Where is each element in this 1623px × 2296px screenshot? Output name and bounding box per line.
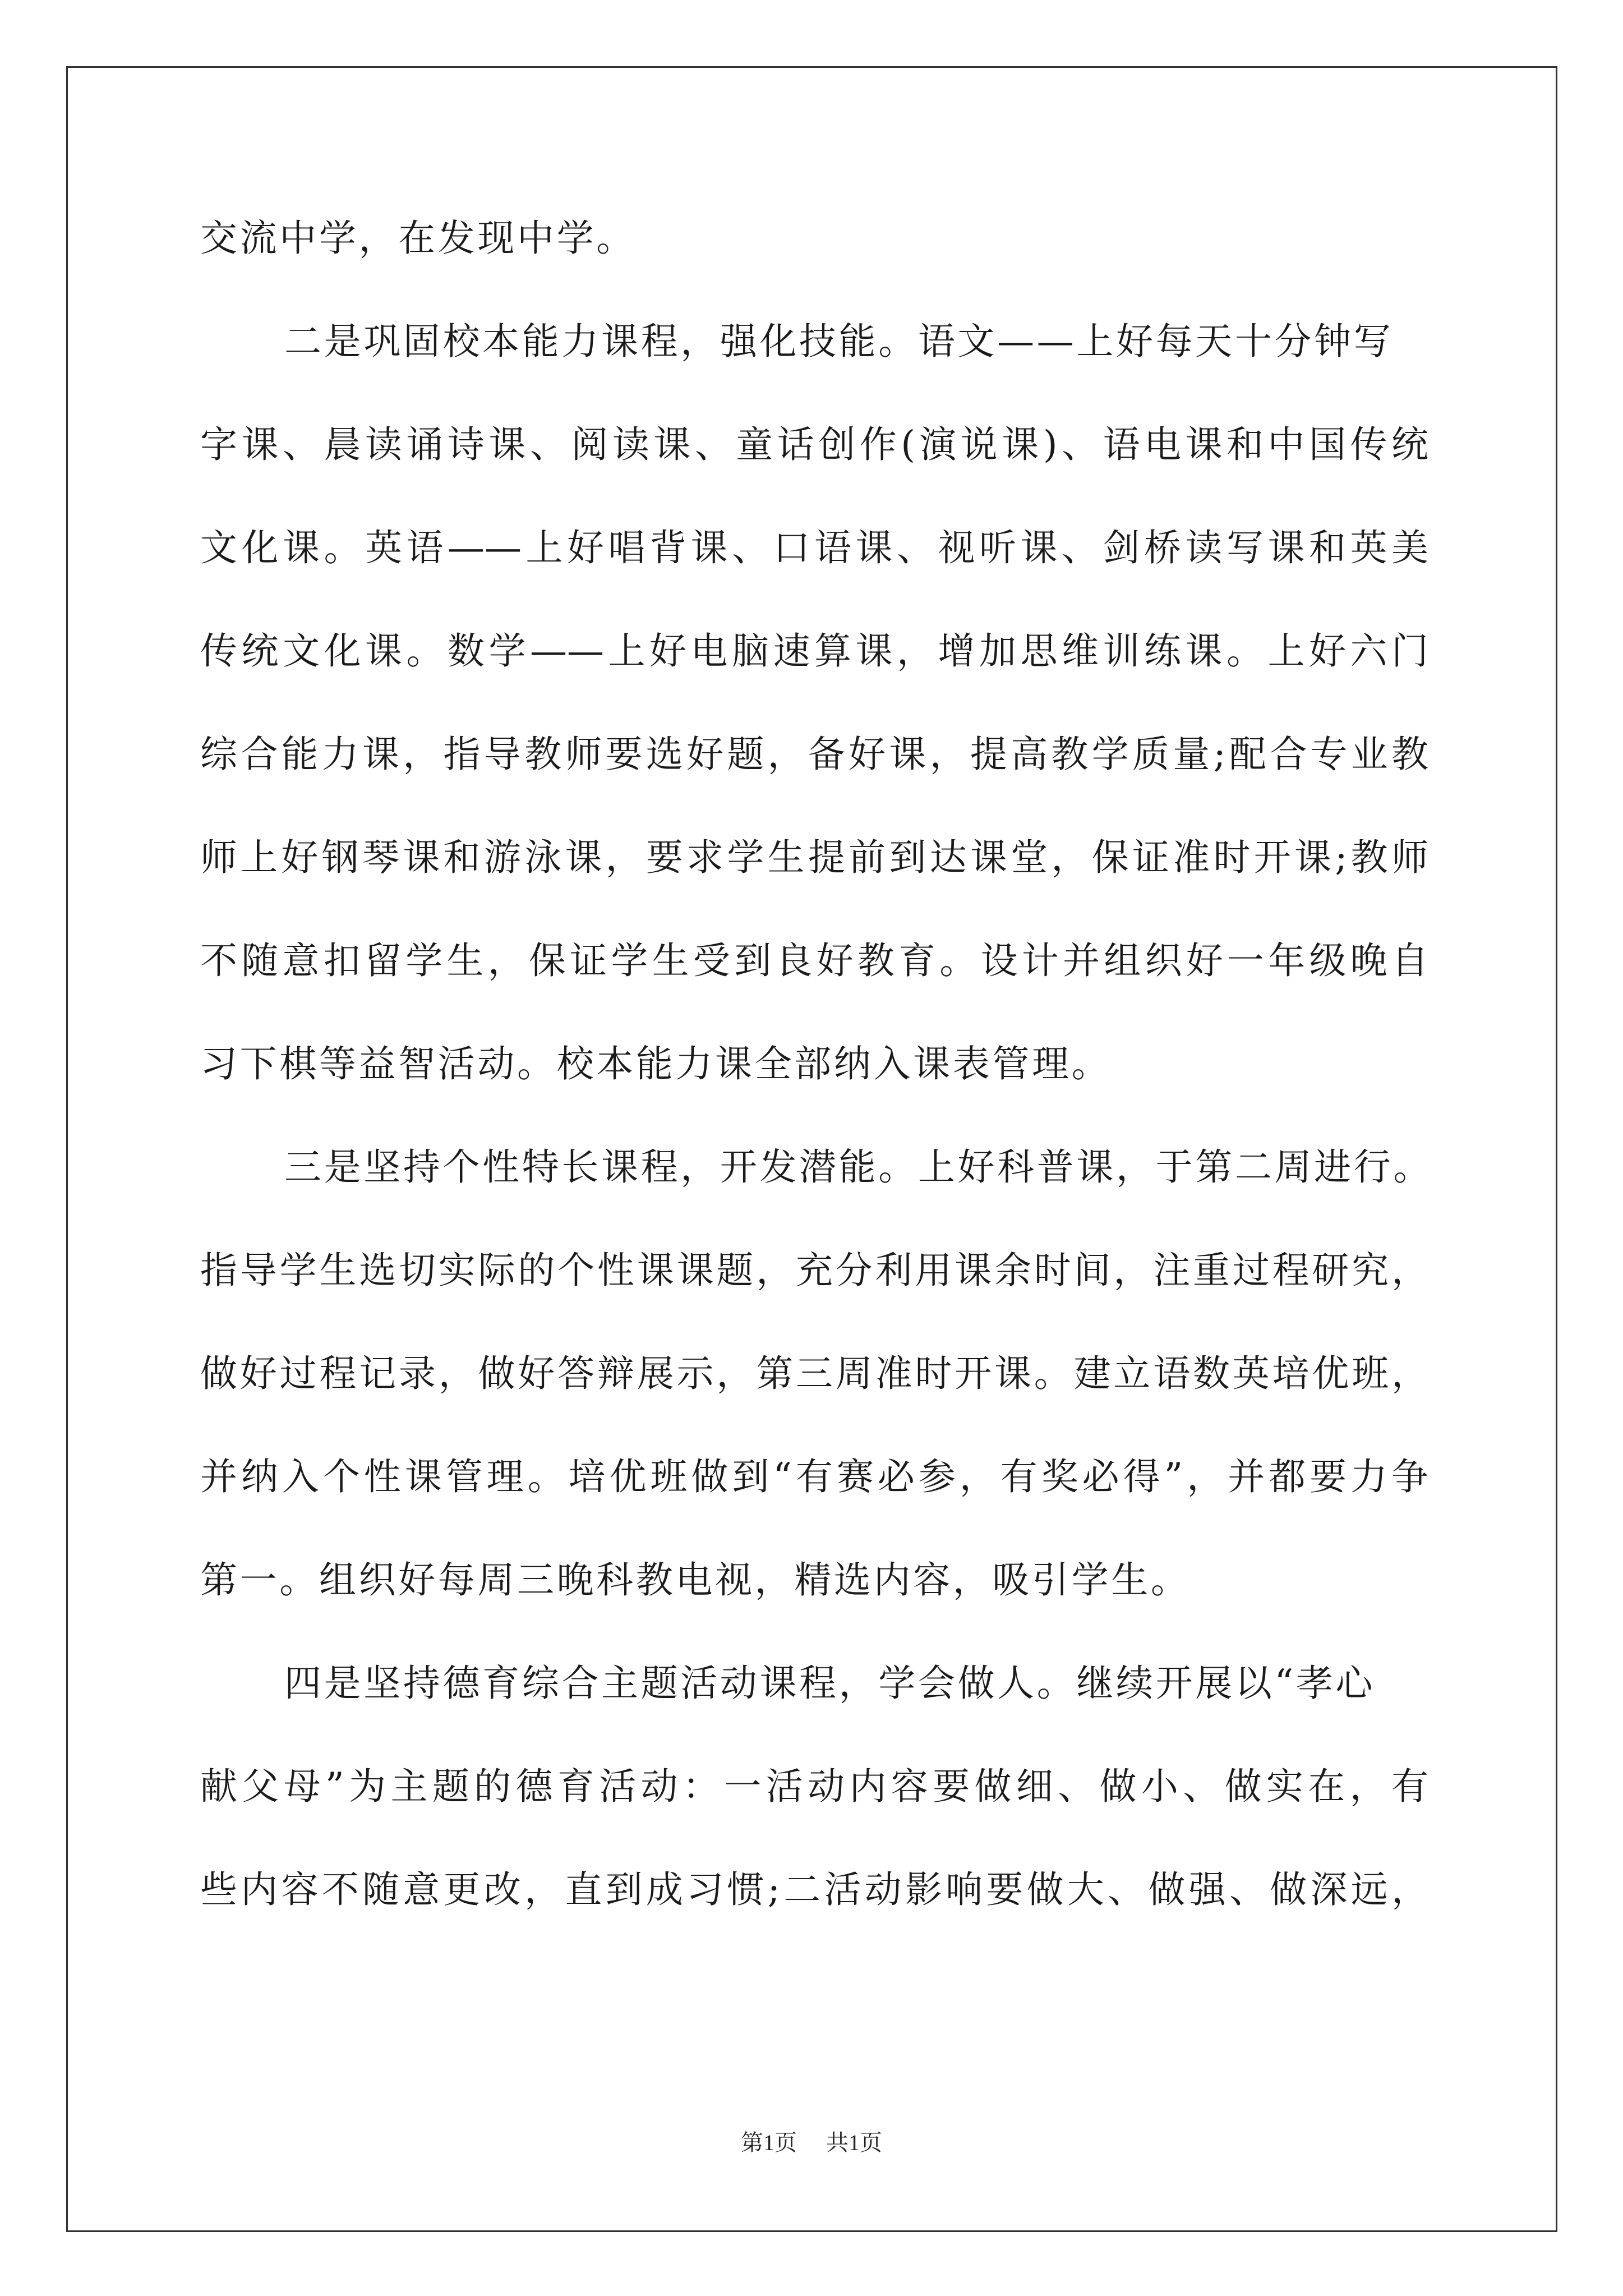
page-number: 第1页 [741,2130,797,2155]
text-line: 第一。组织好每周三晚科教电视，精选内容，吸引学生。 [200,1558,1191,1602]
text-line: 习下棋等益智活动。校本能力课全部纳入课表管理。 [200,1042,1112,1085]
paragraph-first-line: 三是坚持个性特长课程，开发潜能。上好科普课，于第二周进行。 [284,1145,1433,1189]
text-line: 不随意扣留学生，保证学生受到良好教育。设计并组织好一年级晚自 [200,939,1428,982]
text-line: 综合能力课，指导教师要选好题，备好课，提高教学质量;配合专业教 [200,733,1428,776]
document-body [200,202,1433,1957]
text-line: 传统文化课。数学——上好电脑速算课，增加思维训练课。上好六门 [200,629,1428,673]
text-line: 文化课。英语——上好唱背课、口语课、视听课、剑桥读写课和英美 [200,526,1428,569]
text-line: 师上好钢琴课和游泳课，要求学生提前到达课堂，保证准时开课;教师 [200,836,1428,879]
paragraph-first-line: 二是巩固校本能力课程，强化技能。语文——上好每天十分钟写 [284,320,1394,363]
page-footer [0,2125,1623,2157]
page-total: 共1页 [826,2130,882,2155]
text-line: 指导学生选切实际的个性课课题，充分利用课余时间，注重过程研究， [200,1249,1428,1292]
text-line: 并纳入个性课管理。培优班做到“有赛必参，有奖必得”，并都要力争 [200,1455,1428,1498]
text-line: 字课、晨读诵诗课、阅读课、童话创作(演说课)、语电课和中国传统 [200,423,1428,466]
paragraph-first-line: 四是坚持德育综合主题活动课程，学会做人。继续开展以“孝心 [284,1662,1376,1705]
text-line: 做好过程记录，做好答辩展示，第三周准时开课。建立语数英培优班， [200,1352,1428,1395]
text-line: 交流中学，在发现中学。 [200,217,636,260]
text-line: 些内容不随意更改，直到成习惯;二活动影响要做大、做强、做深远， [200,1868,1428,1911]
text-line: 献父母”为主题的德育活动：一活动内容要做细、做小、做实在，有 [200,1765,1428,1808]
